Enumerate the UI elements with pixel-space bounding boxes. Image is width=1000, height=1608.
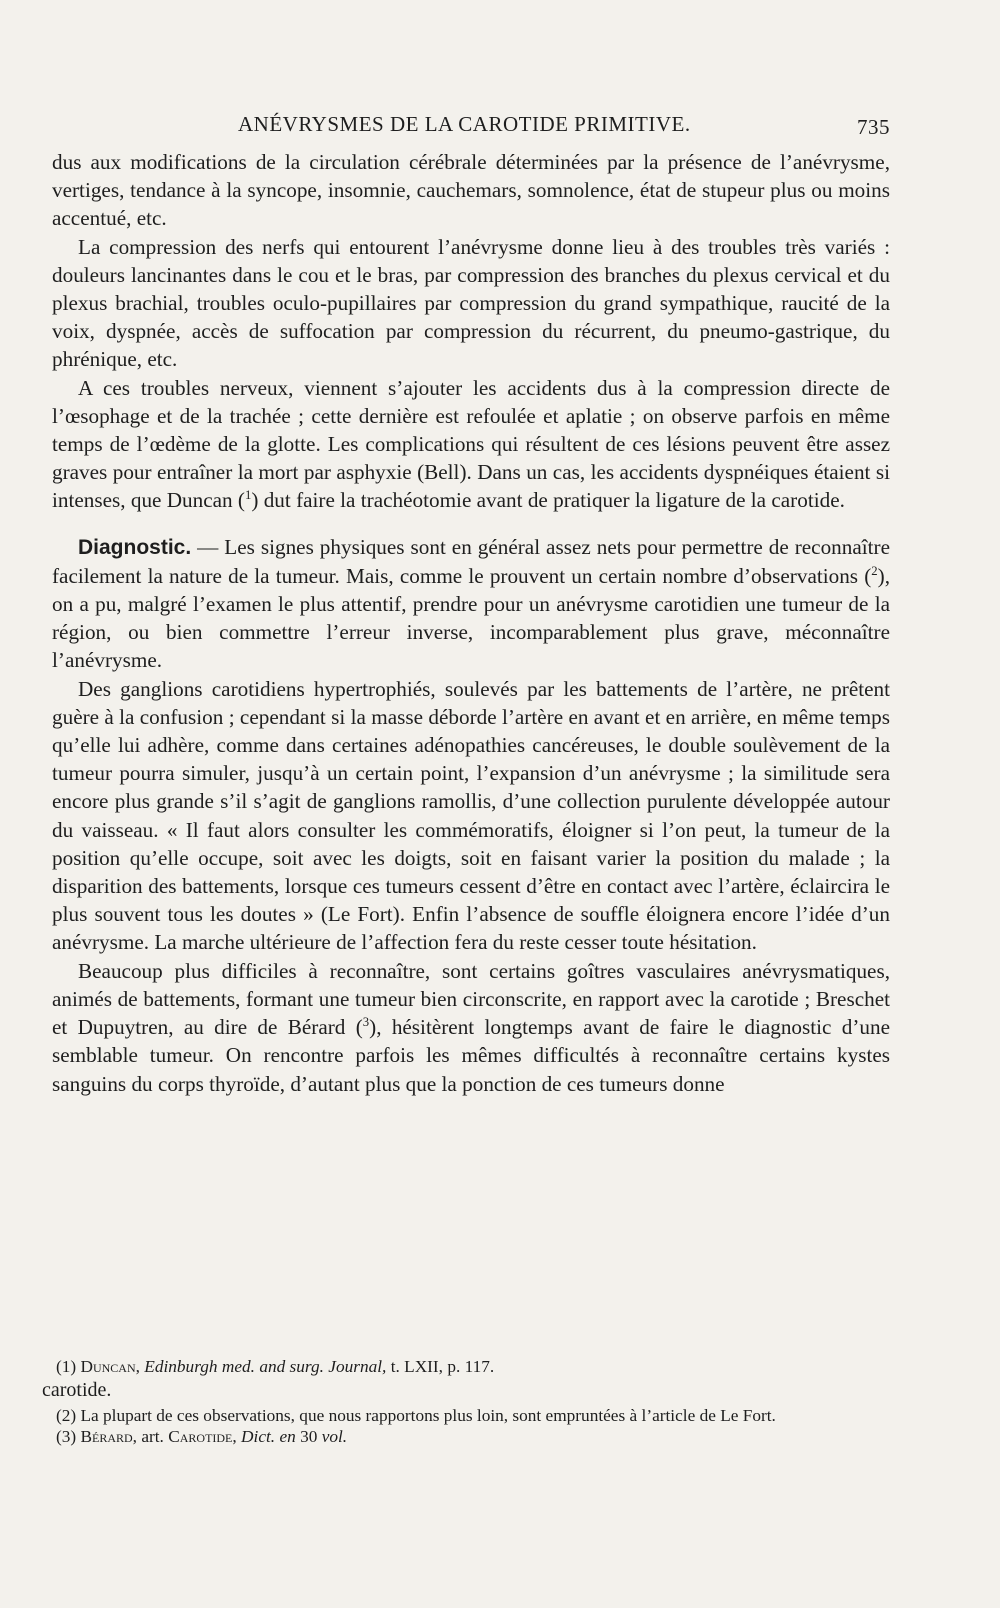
paragraph-text: ) dut faire la trachéotomie avant de pratiquer la ligature de la carotide.	[251, 488, 845, 513]
footnote-text: 30	[295, 1427, 322, 1446]
stray-word: carotide.	[42, 1379, 112, 1401]
footnote-text: La plupart de ces observations, que nous rapportons plus loin, sont empruntées à l’article de Le Fort.	[76, 1406, 776, 1425]
footnotes	[42, 1356, 890, 1447]
running-head	[238, 112, 890, 137]
paragraph-trachea-compression	[52, 374, 890, 515]
footnote-1	[42, 1356, 890, 1377]
page-number: 735	[857, 115, 890, 139]
paragraph-diagnostic	[52, 533, 890, 675]
paragraph-nerve-compression: La compression des nerfs qui entourent l’anévrysme donne lieu à des troubles très variés : douleurs lancinantes dans le cou et le bras, par compression des branches du plexus cervical et du plexus brachial, troubles oculo-pupillaires par compression du grand sympathique, raucité de la voix, dyspnée, accès de suffocation par compression du récurrent, du pneumo-gastrique, du phrénique, etc.	[52, 234, 890, 372]
footnote-dictionary: Dict. en	[241, 1427, 296, 1446]
footnote-journal: Edinburgh med. and surg. Journal,	[144, 1357, 387, 1376]
paragraph-text: — Les signes physiques sont en général assez nets pour permettre de reconnaître facilement la nature de la tumeur. Mais, comme le prouvent un certain nombre d’observations (	[52, 534, 890, 588]
paragraph-text: ), hésitèrent longtemps avant de faire le diagnostic d’une semblable tumeur. On rencontre parfois les mêmes difficultés à reconnaître certains kystes sanguins du corps thyroïde, d’autant plus que la ponction de ces tumeurs donne	[52, 1015, 891, 1096]
paragraph-ganglions: Des ganglions carotidiens hypertrophiés, soulevés par les battements de l’artère, ne prêtent guère à la confusion ; cependant si la masse déborde l’artère en avant et en arrière, en même temps qu’elle lui adhère, comme dans certaines adénopathies cancéreuses, le double soulèvement de la tumeur pourra simuler, jusqu’à un certain point, l’expansion d’un anévrysme ; la similitude sera encore plus grande s’il s’agit de ganglions ramollis, d’une collection purulente développée autour du vaisseau. « Il faut alors consulter les commémoratifs, éloigner si l’on peut, la tumeur de la position qu’elle occupe, soit avec les doigts, soit en faisant varier la position du malade ; la disparition des battements, lorsque ces tumeurs cessent d’être en contact avec l’artère, éclaircira le plus souvent tous les doutes » (Le Fort). Enfin l’absence de souffle éloignera encore l’idée d’un anévrysme. La marche ultérieure de l’affection fera du reste cesser toute hésitation.	[52, 676, 890, 955]
footnote-author: Bérard,	[80, 1427, 138, 1446]
footnote-mark: (3)	[56, 1427, 77, 1446]
footnote-mark: (1)	[56, 1357, 77, 1376]
paragraph-text: ), on a pu, malgré l’examen le plus attentif, prendre pour un anévrysme carotidien une tumeur de la région, ou bien commettre l’erreur inverse, incomparablement plus grave, méconnaître l’anévrysme.	[52, 563, 890, 673]
footnote-2	[42, 1405, 890, 1426]
paragraph-text: Beaucoup plus difficiles à reconnaître, sont certains goîtres vasculaires anévrysmatiques, animés de battements, formant une tumeur bien circonscrite, en rapport avec la carotide ; Breschet et Dupuytren, au dire de Bérard (	[52, 958, 890, 1040]
footnote-author: Duncan,	[80, 1357, 140, 1376]
section-heading: Diagnostic.	[78, 535, 192, 559]
footnote-volume: vol.	[321, 1427, 348, 1446]
footnote-mark: (2)	[56, 1406, 77, 1425]
footnote-ref: 3	[362, 1015, 370, 1030]
footnote-ref: 2	[871, 563, 878, 578]
footnote-text: t. LXII, p. 117.	[386, 1357, 495, 1376]
paragraph-goitres	[52, 957, 890, 1098]
paragraph-text: A ces troubles nerveux, viennent s’ajouter les accidents dus à la compression directe de l’œsophage et de la trachée ; cette dernière est refoulée et aplatie ; on observe parfois en même temps de l’œdème de la glotte. Les complications qui résultent de ces lésions peuvent être assez graves pour entraîner la mort par asphyxie (Bell). Dans un cas, les accidents dyspnéiques étaient si intenses, que Duncan (	[52, 375, 890, 513]
body-text	[52, 148, 890, 1098]
footnote-3	[42, 1426, 890, 1447]
footnote-ref: 1	[244, 488, 252, 503]
running-title: ANÉVRYSMES DE LA CAROTIDE PRIMITIVE.	[238, 112, 691, 136]
footnote-article: Carotide,	[168, 1427, 237, 1446]
footnote-text: art.	[137, 1427, 169, 1446]
paragraph-continuation: dus aux modifications de la circulation cérébrale déterminées par la présence de l’anévrysme, vertiges, tendance à la syncope, insomnie, cauchemars, somnolence, état de stupeur plus ou moins accentué, etc.	[52, 150, 890, 231]
